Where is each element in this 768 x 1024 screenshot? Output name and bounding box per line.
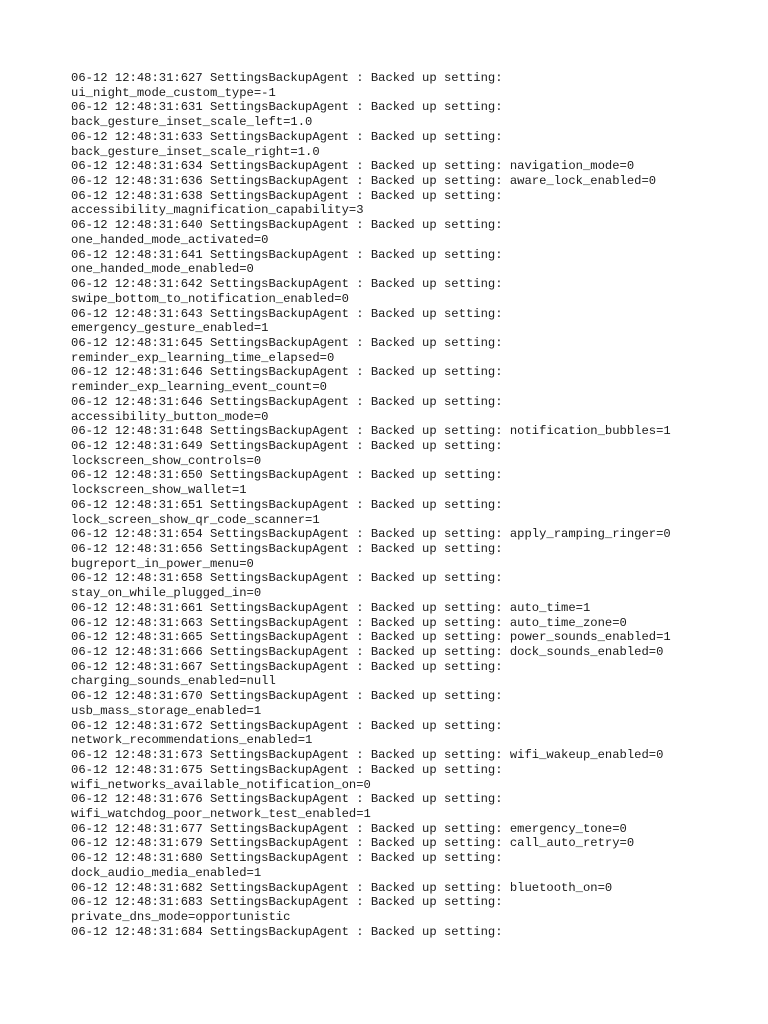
log-line bbox=[71, 763, 731, 778]
log-entry-prefix: 06-12 12:48:31:649 SettingsBackupAgent : Backed up setting: bbox=[71, 438, 503, 453]
log-entry-value: charging_sounds_enabled=null bbox=[71, 674, 276, 689]
log-entry bbox=[71, 616, 731, 631]
log-entry bbox=[71, 71, 731, 100]
log-line bbox=[71, 674, 731, 689]
log-line bbox=[71, 203, 731, 218]
log-line bbox=[71, 86, 731, 101]
log-line bbox=[71, 277, 731, 292]
log-line bbox=[71, 645, 731, 660]
log-entry bbox=[71, 836, 731, 851]
log-entry bbox=[71, 277, 731, 306]
log-entry-value: lockscreen_show_wallet=1 bbox=[71, 483, 247, 498]
log-entry-value: navigation_mode=0 bbox=[509, 159, 635, 174]
log-entry-prefix: 06-12 12:48:31:627 SettingsBackupAgent : Backed up setting: bbox=[71, 71, 503, 85]
log-entry bbox=[71, 159, 731, 174]
log-line bbox=[71, 218, 731, 233]
log-entry-value: wifi_networks_available_notification_on=0 bbox=[71, 777, 371, 792]
log-line bbox=[71, 380, 731, 395]
log-entry-value: bugreport_in_power_menu=0 bbox=[71, 556, 254, 571]
log-line bbox=[71, 307, 731, 322]
log-entry-value: reminder_exp_learning_event_count=0 bbox=[71, 380, 327, 395]
log-entry-prefix: 06-12 12:48:31:676 SettingsBackupAgent : Backed up setting: bbox=[71, 792, 503, 807]
log-entry bbox=[71, 571, 731, 600]
log-entry-value: accessibility_magnification_capability=3 bbox=[71, 203, 364, 218]
log-entry-prefix: 06-12 12:48:31:651 SettingsBackupAgent : Backed up setting: bbox=[71, 497, 503, 512]
log-line bbox=[71, 807, 731, 822]
log-line bbox=[71, 542, 731, 557]
log-entry bbox=[71, 719, 731, 748]
log-line bbox=[71, 778, 731, 793]
log-entry-prefix: 06-12 12:48:31:633 SettingsBackupAgent : Backed up setting: bbox=[71, 129, 503, 144]
log-line bbox=[71, 292, 731, 307]
log-entry-value: lock_screen_show_qr_code_scanner=1 bbox=[71, 512, 320, 527]
log-line bbox=[71, 248, 731, 263]
log-entry bbox=[71, 763, 731, 792]
log-entry-value: back_gesture_inset_scale_left=1.0 bbox=[71, 115, 313, 130]
log-line bbox=[71, 321, 731, 336]
log-entry-prefix: 06-12 12:48:31:670 SettingsBackupAgent : Backed up setting: bbox=[71, 689, 503, 704]
log-entry-prefix: 06-12 12:48:31:646 SettingsBackupAgent : Backed up setting: bbox=[71, 394, 503, 409]
log-line bbox=[71, 836, 731, 851]
log-line bbox=[71, 498, 731, 513]
log-entry-value: power_sounds_enabled=1 bbox=[509, 630, 671, 645]
log-entry bbox=[71, 660, 731, 689]
log-entry bbox=[71, 822, 731, 837]
log-line bbox=[71, 115, 731, 130]
log-line bbox=[71, 439, 731, 454]
log-entry bbox=[71, 498, 731, 527]
log-line bbox=[71, 571, 731, 586]
log-entry-value: reminder_exp_learning_time_elapsed=0 bbox=[71, 350, 335, 365]
log-entry-value: private_dns_mode=opportunistic bbox=[71, 909, 291, 924]
log-entry-value: swipe_bottom_to_notification_enabled=0 bbox=[71, 291, 349, 306]
log-line bbox=[71, 513, 731, 528]
log-entry-prefix: 06-12 12:48:31:680 SettingsBackupAgent : Backed up setting: bbox=[71, 851, 503, 866]
log-entry bbox=[71, 748, 731, 763]
log-line bbox=[71, 454, 731, 469]
log-entry-prefix: 06-12 12:48:31:641 SettingsBackupAgent : Backed up setting: bbox=[71, 247, 503, 262]
log-entry-prefix: 06-12 12:48:31:642 SettingsBackupAgent : Backed up setting: bbox=[71, 277, 503, 292]
log-entry-value: auto_time_zone=0 bbox=[509, 615, 627, 630]
log-line bbox=[71, 630, 731, 645]
log-line bbox=[71, 822, 731, 837]
log-line bbox=[71, 424, 731, 439]
log-entry-prefix: 06-12 12:48:31:682 SettingsBackupAgent : Backed up setting: bbox=[71, 880, 503, 895]
log-entry bbox=[71, 689, 731, 718]
log-entry-value: apply_ramping_ringer=0 bbox=[509, 527, 671, 542]
log-entry-value: lockscreen_show_controls=0 bbox=[71, 453, 262, 468]
log-entry bbox=[71, 851, 731, 880]
log-entry-prefix: 06-12 12:48:31:666 SettingsBackupAgent : Backed up setting: bbox=[71, 645, 503, 660]
log-line bbox=[71, 689, 731, 704]
log-line bbox=[71, 130, 731, 145]
log-entry bbox=[71, 542, 731, 571]
log-entry-value: notification_bubbles=1 bbox=[509, 424, 671, 439]
log-entry bbox=[71, 336, 731, 365]
log-line bbox=[71, 189, 731, 204]
log-entry-prefix: 06-12 12:48:31:650 SettingsBackupAgent : Backed up setting: bbox=[71, 468, 503, 483]
log-entry-prefix: 06-12 12:48:31:684 SettingsBackupAgent : Backed up setting: bbox=[71, 924, 503, 939]
log-line bbox=[71, 351, 731, 366]
log-line bbox=[71, 100, 731, 115]
log-entry-prefix: 06-12 12:48:31:631 SettingsBackupAgent : Backed up setting: bbox=[71, 100, 503, 115]
log-entry-value: ui_night_mode_custom_type=-1 bbox=[71, 85, 276, 100]
log-entry-value: emergency_gesture_enabled=1 bbox=[71, 321, 269, 336]
log-entry bbox=[71, 424, 731, 439]
log-entry-prefix: 06-12 12:48:31:640 SettingsBackupAgent : Backed up setting: bbox=[71, 218, 503, 233]
log-entry-prefix: 06-12 12:48:31:654 SettingsBackupAgent : Backed up setting: bbox=[71, 527, 503, 542]
log-entry-prefix: 06-12 12:48:31:663 SettingsBackupAgent : Backed up setting: bbox=[71, 615, 503, 630]
log-entry bbox=[71, 100, 731, 129]
log-entry-prefix: 06-12 12:48:31:658 SettingsBackupAgent : Backed up setting: bbox=[71, 571, 503, 586]
log-entry bbox=[71, 645, 731, 660]
log-entry-prefix: 06-12 12:48:31:677 SettingsBackupAgent : Backed up setting: bbox=[71, 821, 503, 836]
log-entry-value: usb_mass_storage_enabled=1 bbox=[71, 703, 262, 718]
log-line bbox=[71, 895, 731, 910]
log-entry bbox=[71, 527, 731, 542]
log-entry-value: call_auto_retry=0 bbox=[509, 836, 635, 851]
log-line bbox=[71, 71, 731, 86]
log-entry-prefix: 06-12 12:48:31:683 SettingsBackupAgent : Backed up setting: bbox=[71, 895, 503, 910]
log-line bbox=[71, 925, 731, 940]
log-entry-prefix: 06-12 12:48:31:636 SettingsBackupAgent : Backed up setting: bbox=[71, 174, 503, 189]
log-entry bbox=[71, 601, 731, 616]
log-entry-value: bluetooth_on=0 bbox=[509, 880, 613, 895]
log-line bbox=[71, 733, 731, 748]
log-entry bbox=[71, 130, 731, 159]
log-entry bbox=[71, 395, 731, 424]
log-line bbox=[71, 866, 731, 881]
log-entry-prefix: 06-12 12:48:31:645 SettingsBackupAgent : Backed up setting: bbox=[71, 335, 503, 350]
log-entry-prefix: 06-12 12:48:31:661 SettingsBackupAgent : Backed up setting: bbox=[71, 600, 503, 615]
log-line bbox=[71, 262, 731, 277]
log-entry bbox=[71, 218, 731, 247]
log-entry-value: one_handed_mode_activated=0 bbox=[71, 232, 269, 247]
log-entry bbox=[71, 174, 731, 189]
log-entry-value: emergency_tone=0 bbox=[509, 821, 627, 836]
log-line bbox=[71, 616, 731, 631]
log-line bbox=[71, 483, 731, 498]
log-entry-value: dock_sounds_enabled=0 bbox=[509, 645, 664, 660]
log-entry-value: back_gesture_inset_scale_right=1.0 bbox=[71, 144, 320, 159]
log-entry-prefix: 06-12 12:48:31:679 SettingsBackupAgent : Backed up setting: bbox=[71, 836, 503, 851]
log-entry bbox=[71, 630, 731, 645]
log-entry-prefix: 06-12 12:48:31:634 SettingsBackupAgent : Backed up setting: bbox=[71, 159, 503, 174]
log-line bbox=[71, 468, 731, 483]
log-entry-value: wifi_wakeup_enabled=0 bbox=[509, 748, 664, 763]
log-entry-value: dock_audio_media_enabled=1 bbox=[71, 865, 262, 880]
log-entry-value: one_handed_mode_enabled=0 bbox=[71, 262, 254, 277]
log-line bbox=[71, 586, 731, 601]
log-entry-prefix: 06-12 12:48:31:646 SettingsBackupAgent : Backed up setting: bbox=[71, 365, 503, 380]
log-entry-prefix: 06-12 12:48:31:673 SettingsBackupAgent : Backed up setting: bbox=[71, 748, 503, 763]
log-line bbox=[71, 527, 731, 542]
log-line bbox=[71, 159, 731, 174]
log-line bbox=[71, 910, 731, 925]
log-entry-prefix: 06-12 12:48:31:667 SettingsBackupAgent : Backed up setting: bbox=[71, 659, 503, 674]
log-entry-prefix: 06-12 12:48:31:648 SettingsBackupAgent : Backed up setting: bbox=[71, 424, 503, 439]
log-entry-prefix: 06-12 12:48:31:638 SettingsBackupAgent : Backed up setting: bbox=[71, 188, 503, 203]
log-entry-value: wifi_watchdog_poor_network_test_enabled=1 bbox=[71, 806, 371, 821]
log-entry bbox=[71, 895, 731, 924]
log-line bbox=[71, 365, 731, 380]
log-entry-prefix: 06-12 12:48:31:656 SettingsBackupAgent : Backed up setting: bbox=[71, 542, 503, 556]
log-line bbox=[71, 557, 731, 572]
log-line bbox=[71, 601, 731, 616]
log-entry bbox=[71, 925, 731, 940]
log-line bbox=[71, 792, 731, 807]
log-entry-prefix: 06-12 12:48:31:665 SettingsBackupAgent : Backed up setting: bbox=[71, 630, 503, 645]
log-line bbox=[71, 719, 731, 734]
log-entry bbox=[71, 365, 731, 394]
log-line bbox=[71, 410, 731, 425]
log-entry-value: network_recommendations_enabled=1 bbox=[71, 733, 313, 748]
log-entry bbox=[71, 439, 731, 468]
log-entry bbox=[71, 307, 731, 336]
log-line bbox=[71, 395, 731, 410]
settings-backup-log bbox=[71, 71, 731, 939]
log-line bbox=[71, 851, 731, 866]
log-entry bbox=[71, 792, 731, 821]
log-entry bbox=[71, 248, 731, 277]
log-line bbox=[71, 145, 731, 160]
log-entry-prefix: 06-12 12:48:31:672 SettingsBackupAgent : Backed up setting: bbox=[71, 718, 503, 733]
log-line bbox=[71, 336, 731, 351]
log-line bbox=[71, 660, 731, 675]
log-line bbox=[71, 233, 731, 248]
log-line bbox=[71, 881, 731, 896]
log-entry bbox=[71, 468, 731, 497]
log-entry bbox=[71, 189, 731, 218]
log-line bbox=[71, 748, 731, 763]
log-entry bbox=[71, 881, 731, 896]
log-line bbox=[71, 704, 731, 719]
log-entry-value: stay_on_while_plugged_in=0 bbox=[71, 586, 262, 601]
log-line bbox=[71, 174, 731, 189]
log-entry-value: auto_time=1 bbox=[509, 600, 591, 615]
log-entry-value: accessibility_button_mode=0 bbox=[71, 409, 269, 424]
log-entry-prefix: 06-12 12:48:31:643 SettingsBackupAgent : Backed up setting: bbox=[71, 306, 503, 321]
log-entry-value: aware_lock_enabled=0 bbox=[509, 174, 657, 189]
log-entry-prefix: 06-12 12:48:31:675 SettingsBackupAgent : Backed up setting: bbox=[71, 762, 503, 777]
